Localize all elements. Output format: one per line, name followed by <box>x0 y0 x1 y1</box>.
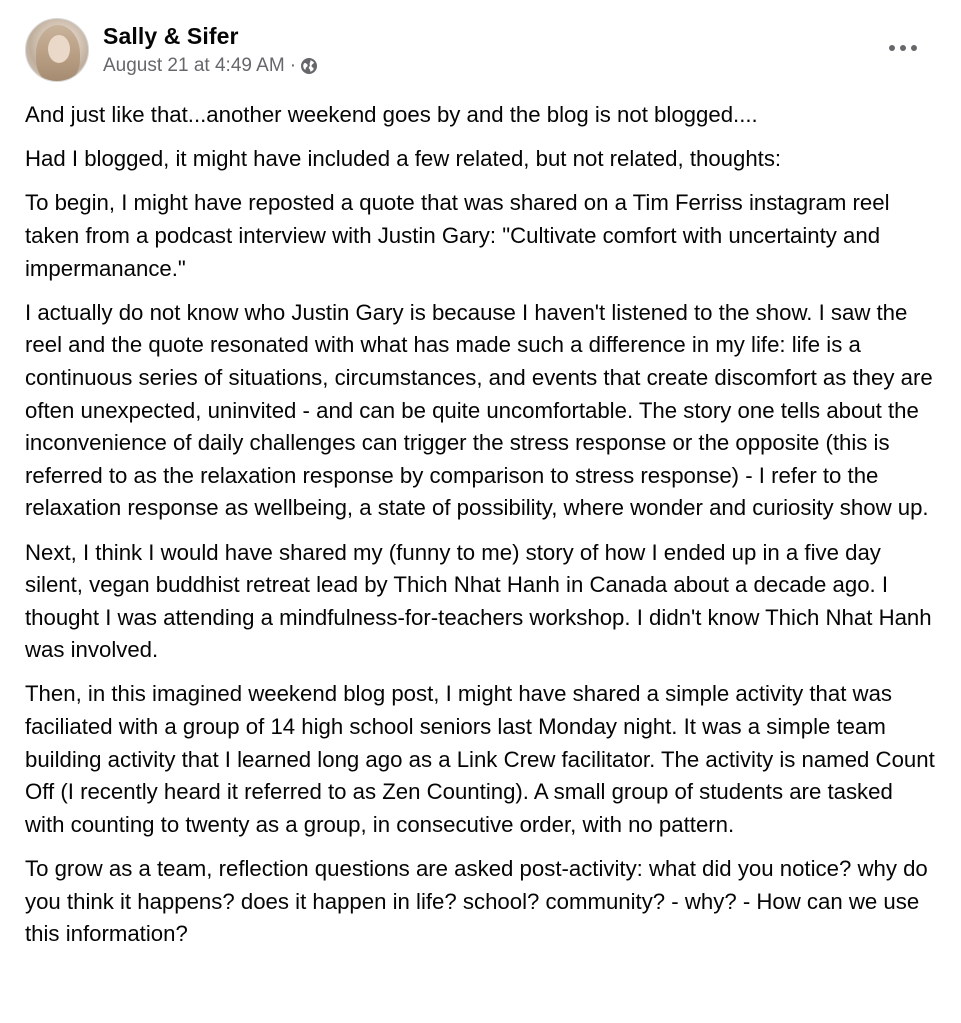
post-timestamp[interactable]: August 21 at 4:49 AM <box>103 55 285 76</box>
post-paragraph: To grow as a team, reflection questions are asked post-activity: what did you notice? why do you think it happens? does it happen in life? school? community? - why? - How can we use this information? <box>25 856 928 947</box>
post-paragraph: To begin, I might have reposted a quote that was shared on a Tim Ferriss instagram reel taken from a podcast interview with Justin Gary: "Cultivate comfort with uncertainty and impermanance." <box>25 190 890 281</box>
post-paragraph: Next, I think I would have shared my (funny to me) story of how I ended up in a five day silent, vegan buddhist retreat lead by Thich Nhat Hanh in Canada about a decade ago. I thought I was attending a mindfulness-for-teachers workshop. I didn't know Thich Nhat Hanh was involved. <box>25 539 932 663</box>
avatar[interactable] <box>25 18 89 82</box>
post-paragraph: I actually do not know who Justin Gary is because I haven't listened to the show. I saw the reel and the quote resonated with what has made such a difference in my life: life is a continuous series of situations, circumstances, and events that create discomfort as they are often unexpected, uninvited - and can be quite uncomfortable. The story one tells about the inconvenience of daily challenges can trigger the stress response or the opposite (this is referred to as the relaxation response by comparison to stress response) - I refer to the relaxation response as wellbeing, a state of possibility, where wonder and curiosity show up. <box>25 299 933 521</box>
post-paragraph: Had I blogged, it might have included a few related, but not related, thoughts: <box>25 146 782 172</box>
post-meta <box>103 21 318 79</box>
avatar-face <box>48 35 70 63</box>
more-dot <box>900 45 906 51</box>
more-dot <box>889 45 895 51</box>
more-dot <box>911 45 917 51</box>
post-paragraph: And just like that...another weekend goes by and the blog is not blogged.... <box>25 102 758 127</box>
post-body <box>25 99 937 962</box>
post-subline <box>103 53 318 79</box>
author-name[interactable]: Sally & Sifer <box>103 23 239 49</box>
separator-dot: · <box>289 55 297 76</box>
post-header <box>25 18 318 82</box>
more-options-icon[interactable] <box>889 38 917 58</box>
post-paragraph: Then, in this imagined weekend blog post, I might have shared a simple activity that was faciliated with a group of 14 high school seniors last Monday night. It was a simple team building activity that I learned long ago as a Link Crew facilitator. The activity is named Count Off (I recently heard it referred to as Zen Counting). A small group of students are tasked with counting to twenty as a group, in consecutive order, with no pattern. <box>25 681 935 837</box>
globe-icon[interactable] <box>300 57 318 75</box>
